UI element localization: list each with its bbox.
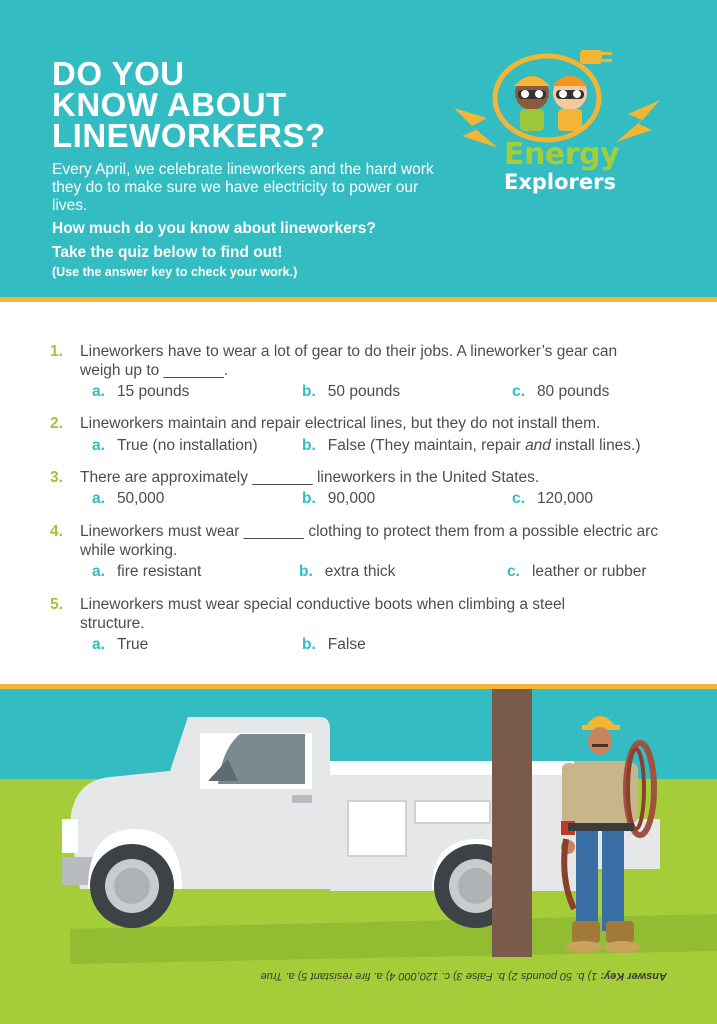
lightning-bolt-right-icon xyxy=(616,100,660,142)
question-number: 4. xyxy=(50,523,63,540)
logo-text-energy: Energy xyxy=(504,137,620,172)
page-title xyxy=(52,55,326,154)
option-4b[interactable]: b. extra thick xyxy=(299,563,396,580)
question-text: Lineworkers must wear special conductive boots when climbing a steel structure. xyxy=(80,596,566,632)
title-line-2: KNOW ABOUT xyxy=(52,86,287,123)
logo-text-explorers: Explorers xyxy=(504,170,617,194)
answer-key-text: 1) b. 50 pounds 2) b. False 3) c. 120,000 4) a. fire resistant 5) a. True xyxy=(260,970,601,982)
option-3b[interactable]: b. 90,000 xyxy=(302,490,376,507)
question-text: Lineworkers maintain and repair electrical lines, but they do not install them. xyxy=(80,415,601,432)
question-text: Lineworkers must wear _______ clothing to protect them from a possible electric arc while working. xyxy=(80,523,659,559)
answer-key-note: (Use the answer key to check your work.) xyxy=(52,265,298,279)
option-3a[interactable]: a. 50,000 xyxy=(92,490,165,507)
take-quiz-text: Take the quiz below to find out! xyxy=(52,244,283,261)
option-1a[interactable]: a. 15 pounds xyxy=(92,383,190,400)
option-5b[interactable]: b. False xyxy=(302,636,366,653)
question-number: 3. xyxy=(50,469,63,486)
option-3c[interactable]: c. 120,000 xyxy=(512,490,593,507)
quiz-question-heading: How much do you know about lineworkers? xyxy=(52,220,376,237)
option-1b[interactable]: b. 50 pounds xyxy=(302,383,401,400)
option-2a[interactable]: a. True (no installation) xyxy=(92,437,258,454)
answer-key-upside-down xyxy=(195,962,667,982)
title-line-3: LINEWORKERS? xyxy=(52,117,326,154)
question-number: 2. xyxy=(50,415,63,432)
option-4c[interactable]: c. leather or rubber xyxy=(507,563,647,580)
intro-text: Every April, we celebrate lineworkers and the hard work they do to make sure we have electricity to power our lives. xyxy=(52,161,434,214)
question-number: 5. xyxy=(50,596,63,613)
lightning-bolt-left-icon xyxy=(454,108,498,148)
title-line-1: DO YOU xyxy=(52,55,185,92)
option-5a[interactable]: a. True xyxy=(92,636,149,653)
option-1c[interactable]: c. 80 pounds xyxy=(512,383,610,400)
answer-key-label: Answer Key: xyxy=(600,970,667,982)
question-text: Lineworkers have to wear a lot of gear to do their jobs. A lineworker’s gear can weigh up to _______. xyxy=(80,343,618,379)
question-number: 1. xyxy=(50,343,63,360)
utility-pole-illustration xyxy=(492,689,532,957)
question-text: There are approximately _______ lineworkers in the United States. xyxy=(80,469,540,486)
option-2b[interactable]: b. False (They maintain, repair and install lines.) xyxy=(302,437,641,454)
option-4a[interactable]: a. fire resistant xyxy=(92,563,202,580)
